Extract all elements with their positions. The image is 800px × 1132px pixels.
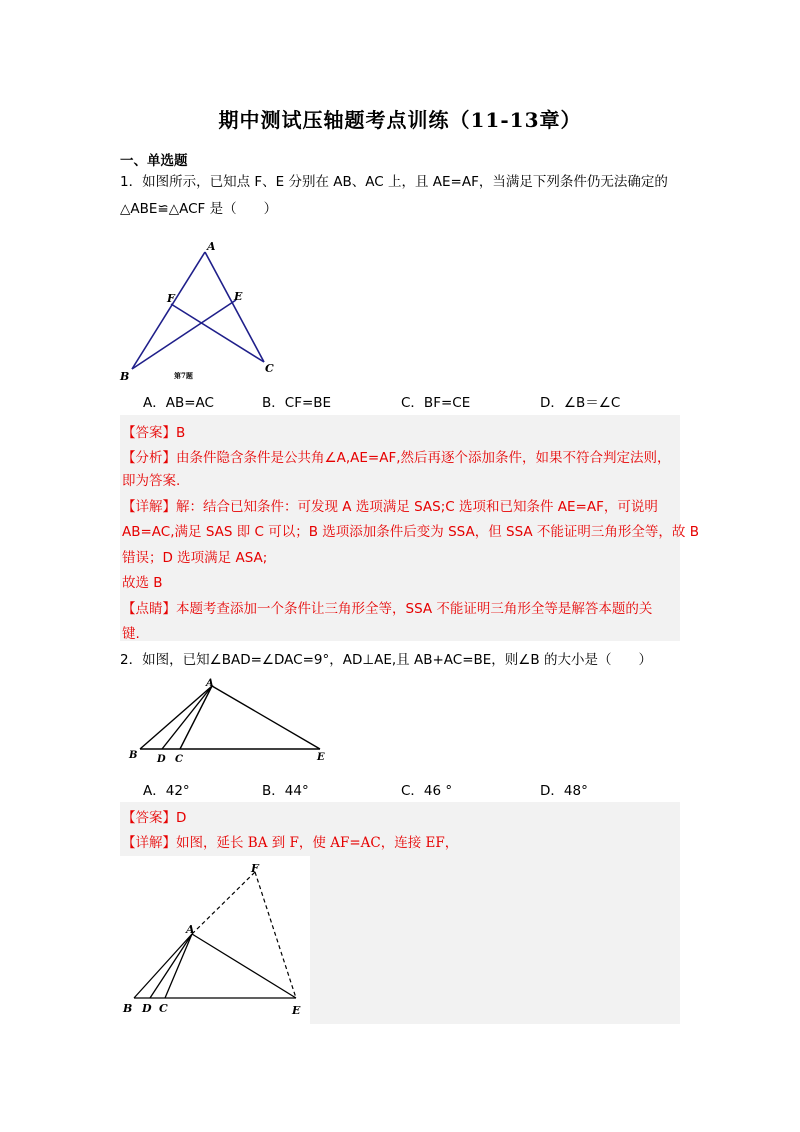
- point-label-e: E: [234, 290, 243, 303]
- point-label-b: B: [129, 750, 138, 761]
- point-label-e: E: [292, 1004, 301, 1017]
- point-label-c: C: [159, 1002, 168, 1015]
- q2-detail-line1: 【详解】如图，延长 BA 到 F，使 AF=AC，连接 EF，: [122, 835, 459, 851]
- point-label-b: B: [123, 1002, 133, 1015]
- segment-ac: [205, 252, 264, 362]
- page-title: 期中测试压轴题考点训练（11-13章）: [218, 108, 582, 132]
- q1-answer: 【答案】B: [122, 425, 186, 441]
- q1-comment-line1: 【点睛】本题考查添加一个条件让三角形全等，SSA 不能证明三角形全等是解答本题的关: [122, 601, 653, 617]
- figure-caption: 第7题: [174, 371, 193, 380]
- q1-detail-line4: 故选 B: [122, 575, 163, 591]
- q1-stem-line1: 1．如图所示，已知点 F、E 分别在 AB、AC 上，且 AE=AF，当满足下列条件仍无法确定的: [120, 174, 668, 190]
- segment-ab: [140, 686, 212, 749]
- q1-analysis-line2: 即为答案.: [122, 473, 181, 489]
- point-label-b: B: [120, 370, 130, 383]
- q2-option-d[interactable]: D．48°: [540, 783, 588, 799]
- q1-option-b[interactable]: B．CF=BE: [262, 395, 332, 411]
- q1-option-c[interactable]: C．BF=CE: [401, 395, 471, 411]
- q2-option-a[interactable]: A．42°: [143, 783, 190, 799]
- point-label-c: C: [175, 754, 183, 765]
- q1-detail-line1: 【详解】解：结合已知条件：可发现 A 选项满足 SAS;C 选项和已知条件 AE=AF，可说明: [122, 499, 658, 515]
- q2-answer: 【答案】D: [122, 810, 187, 826]
- q2-solution-figure: [120, 856, 310, 1024]
- q2-option-b[interactable]: B．44°: [262, 783, 309, 799]
- q1-detail-line2: AB=AC,满足 SAS 即 C 可以；B 选项添加条件后变为 SSA，但 SSA 不能证明三角形全等，故 B: [122, 524, 699, 540]
- q1-option-d[interactable]: D．∠B＝∠C: [540, 395, 621, 411]
- q1-detail-line3: 错误；D 选项满足 ASA;: [122, 550, 268, 566]
- q1-analysis-line1: 【分析】由条件隐含条件是公共角∠A,AE=AF,然后再逐个添加条件，如果不符合判定法则，: [122, 450, 671, 466]
- point-label-f: F: [167, 292, 175, 305]
- segment-ab: [132, 252, 205, 369]
- segment-ae: [212, 686, 320, 749]
- point-label-d: D: [157, 754, 166, 765]
- q1-comment-line2: 键.: [122, 626, 140, 642]
- q1-figure: [118, 238, 288, 388]
- point-label-a: A: [206, 678, 214, 689]
- point-label-c: C: [265, 362, 274, 375]
- section-heading: 一、单选题: [120, 153, 188, 169]
- q1-stem-line2: △ABE≌△ACF 是（ ）: [120, 201, 278, 217]
- segment-ac: [180, 686, 212, 749]
- point-label-f: F: [251, 862, 259, 875]
- point-label-d: D: [142, 1002, 152, 1015]
- point-label-a: A: [186, 923, 195, 936]
- point-label-a: A: [207, 240, 216, 253]
- segment-ad: [162, 686, 212, 749]
- point-label-e: E: [317, 752, 325, 763]
- q2-stem: 2．如图，已知∠BAD=∠DAC=9°，AD⊥AE,且 AB+AC=BE，则∠B 的大小是（ ）: [120, 652, 652, 668]
- q1-option-a[interactable]: A．AB=AC: [143, 395, 214, 411]
- q2-option-c[interactable]: C．46 °: [401, 783, 453, 799]
- q2-figure: [124, 676, 334, 768]
